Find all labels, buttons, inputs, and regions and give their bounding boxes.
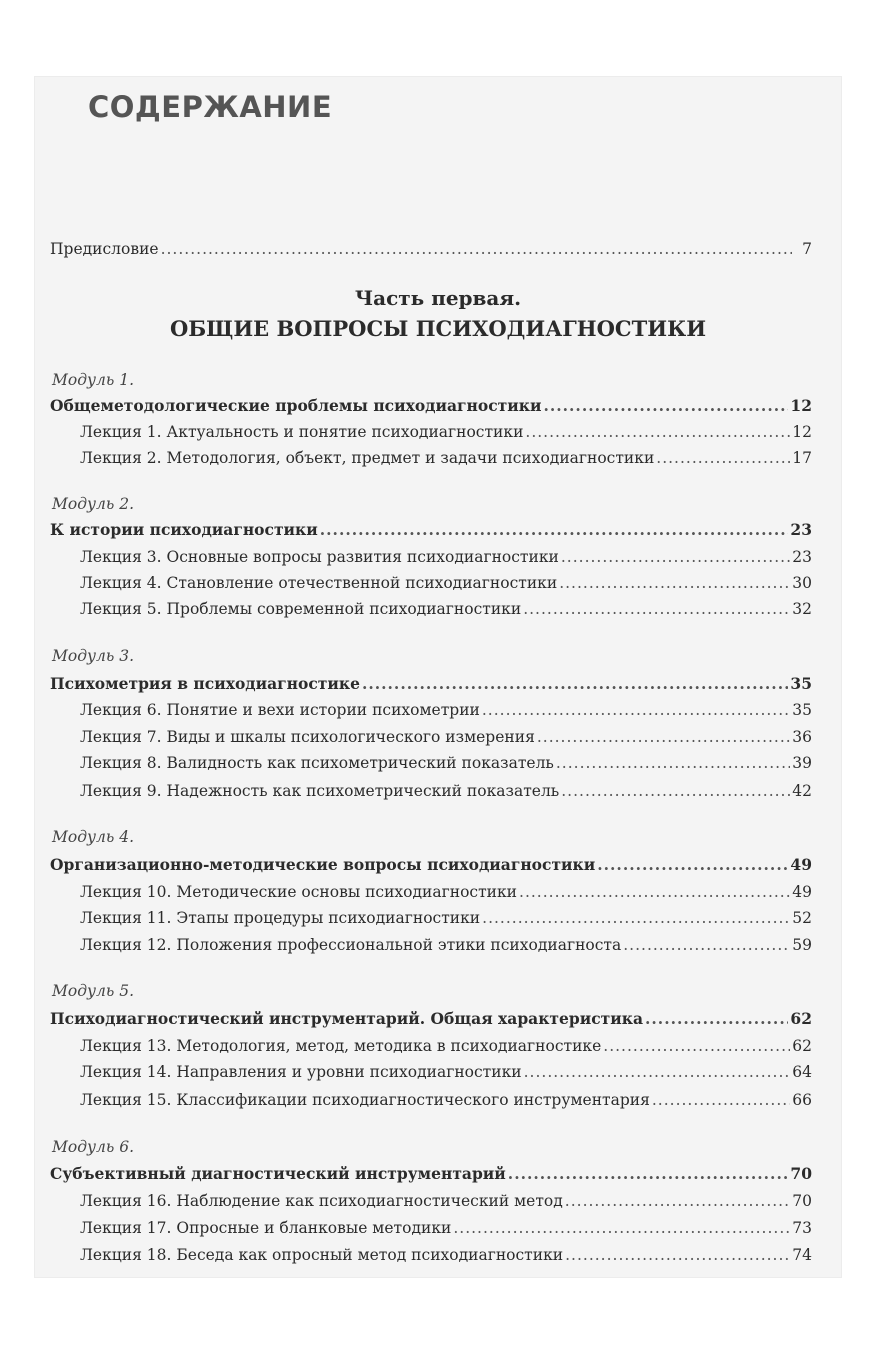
leader-dots — [320, 520, 789, 540]
toc-lecture[interactable] — [80, 1218, 812, 1238]
toc-label: Лекция 8. Валидность как психометрический показатель — [80, 754, 554, 772]
page-number: 42 — [792, 782, 812, 800]
module-label: Модуль 3. — [52, 647, 135, 665]
leader-dots — [597, 855, 788, 875]
toc-lecture[interactable] — [80, 935, 812, 955]
page-number: 23 — [790, 520, 812, 539]
module-label: Модуль 5. — [52, 982, 135, 1000]
leader-dots — [561, 781, 790, 801]
toc-lecture[interactable] — [80, 781, 812, 801]
page-number: 49 — [792, 883, 812, 901]
leader-dots — [537, 727, 790, 747]
leader-dots — [161, 239, 792, 259]
page-number: 36 — [792, 728, 812, 746]
toc-lecture[interactable] — [80, 908, 812, 928]
toc-label: Лекция 13. Методология, метод, методика в психодиагностике — [80, 1037, 602, 1055]
part-heading-line2: ОБЩИЕ ВОПРОСЫ ПСИХОДИАГНОСТИКИ — [169, 316, 707, 341]
book-page — [34, 76, 842, 1278]
page-number: 70 — [792, 1192, 812, 1210]
page-number: 23 — [792, 548, 812, 566]
page-number: 35 — [790, 674, 812, 693]
page-number: 59 — [792, 936, 812, 954]
leader-dots — [453, 1218, 790, 1238]
toc-lecture[interactable] — [80, 1191, 812, 1211]
leader-dots — [565, 1191, 790, 1211]
toc-label: Лекция 10. Методические основы психодиагностики — [80, 883, 518, 901]
toc-label: Лекция 14. Направления и уровни психодиагностики — [80, 1063, 522, 1081]
toc-lecture[interactable] — [80, 753, 812, 773]
page-number: 30 — [792, 574, 812, 592]
toc-lecture[interactable] — [80, 700, 812, 720]
leader-dots — [623, 935, 790, 955]
leader-dots — [652, 1090, 790, 1110]
page-number: 62 — [792, 1037, 812, 1055]
toc-lecture[interactable] — [80, 547, 812, 567]
page-title: СОДЕРЖАНИЕ — [88, 90, 333, 124]
toc-label: Лекция 5. Проблемы современной психодиагностики — [80, 600, 522, 618]
page-number: 7 — [802, 240, 812, 258]
toc-label: Предисловие — [50, 240, 159, 258]
page-number: 39 — [792, 754, 812, 772]
leader-dots — [656, 448, 790, 468]
page-number: 74 — [792, 1246, 812, 1264]
toc-label: Организационно-методические вопросы психодиагностики — [50, 855, 596, 874]
toc-label: Лекция 7. Виды и шкалы психологического измерения — [80, 728, 535, 746]
toc-label: Лекция 16. Наблюдение как психодиагностический метод — [80, 1192, 563, 1210]
toc-module-title[interactable] — [50, 396, 812, 416]
toc-lecture[interactable] — [80, 1062, 812, 1082]
toc-module-title[interactable] — [50, 674, 812, 694]
leader-dots — [543, 396, 788, 416]
leader-dots — [523, 599, 790, 619]
toc-label: Лекция 6. Понятие и вехи истории психометрии — [80, 701, 480, 719]
part-heading-line1: Часть первая. — [354, 286, 522, 310]
leader-dots — [645, 1009, 788, 1029]
leader-dots — [559, 573, 790, 593]
toc-lecture[interactable] — [80, 1036, 812, 1056]
page-number: 64 — [792, 1063, 812, 1081]
toc-label: Лекция 18. Беседа как опросный метод психодиагностики — [80, 1246, 564, 1264]
leader-dots — [508, 1164, 789, 1184]
leader-dots — [524, 1062, 791, 1082]
toc-label: Лекция 1. Актуальность и понятие психодиагностики — [80, 423, 524, 441]
toc-label: Общеметодологические проблемы психодиагностики — [50, 396, 542, 415]
page-number: 49 — [790, 855, 812, 874]
page-number: 70 — [790, 1164, 812, 1183]
toc-lecture[interactable] — [80, 727, 812, 747]
module-label: Модуль 2. — [52, 495, 135, 513]
page-number: 35 — [792, 701, 812, 719]
toc-lecture[interactable] — [80, 448, 812, 468]
toc-label: Лекция 4. Становление отечественной психодиагностики — [80, 574, 558, 592]
toc-module-title[interactable] — [50, 520, 812, 540]
toc-label: Лекция 17. Опросные и бланковые методики — [80, 1219, 452, 1237]
page-number: 73 — [792, 1219, 812, 1237]
page-number: 12 — [790, 396, 812, 415]
toc-lecture[interactable] — [80, 1090, 812, 1110]
leader-dots — [525, 422, 790, 442]
page-number: 32 — [792, 600, 812, 618]
toc-label: Лекция 9. Надежность как психометрический показатель — [80, 782, 560, 800]
page-number: 17 — [792, 449, 812, 467]
page-number: 66 — [792, 1091, 812, 1109]
toc-module-title[interactable] — [50, 1164, 812, 1184]
toc-label: Лекция 3. Основные вопросы развития психодиагностики — [80, 548, 559, 566]
toc-module-title[interactable] — [50, 1009, 812, 1029]
page-number: 12 — [792, 423, 812, 441]
toc-label: К истории психодиагностики — [50, 520, 318, 539]
leader-dots — [603, 1036, 790, 1056]
toc-module-title[interactable] — [50, 855, 812, 875]
leader-dots — [519, 882, 790, 902]
module-label: Модуль 4. — [52, 828, 135, 846]
toc-label: Психодиагностический инструментарий. Общая характеристика — [50, 1009, 643, 1028]
leader-dots — [482, 908, 790, 928]
toc-label: Лекция 2. Методология, объект, предмет и задачи психодиагностики — [80, 449, 655, 467]
leader-dots — [561, 547, 790, 567]
page-number: 62 — [790, 1009, 812, 1028]
toc-label: Лекция 12. Положения профессиональной этики психодиагноста — [80, 936, 622, 954]
toc-label: Лекция 15. Классификации психодиагностического инструментария — [80, 1091, 650, 1109]
toc-label: Психометрия в психодиагностике — [50, 674, 360, 693]
module-label: Модуль 6. — [52, 1138, 135, 1156]
toc-lecture[interactable] — [80, 573, 812, 593]
toc-label: Субъективный диагностический инструментарий — [50, 1164, 506, 1183]
leader-dots — [556, 753, 790, 773]
toc-lecture[interactable] — [80, 599, 812, 619]
leader-dots — [362, 674, 788, 694]
toc-label: Лекция 11. Этапы процедуры психодиагностики — [80, 909, 481, 927]
leader-dots — [482, 700, 790, 720]
leader-dots — [565, 1245, 790, 1265]
module-label: Модуль 1. — [52, 371, 135, 389]
toc-preface[interactable] — [50, 239, 812, 259]
toc-lecture[interactable] — [80, 882, 812, 902]
toc-lecture[interactable] — [80, 422, 812, 442]
page-number: 52 — [792, 909, 812, 927]
toc-lecture[interactable] — [80, 1245, 812, 1265]
